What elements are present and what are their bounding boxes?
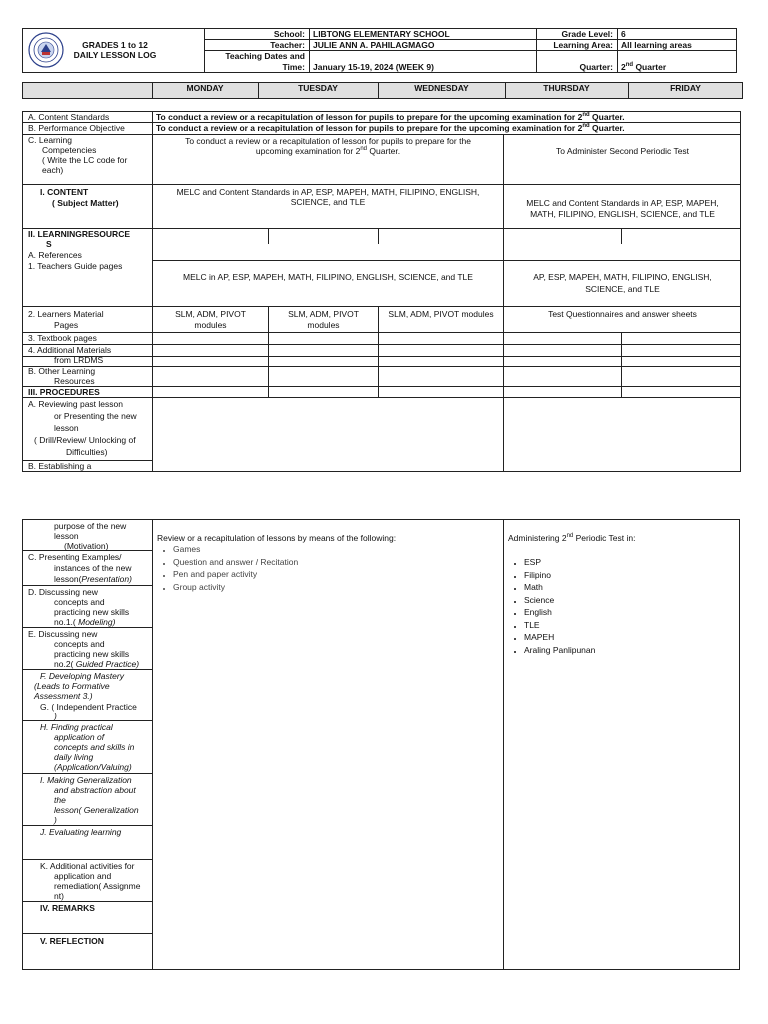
- learners-material-label-2: Pages: [54, 320, 79, 330]
- additional-materials-label: 4. Additional Materials: [28, 345, 112, 355]
- review-list-item: • Pen and paper activity: [173, 568, 298, 581]
- quarter-value: 2nd Quarter: [621, 62, 667, 72]
- day-thursday: THURSDAY: [543, 83, 590, 93]
- review-list-item: • Question and answer / Recitation: [173, 556, 298, 569]
- competencies-text-2: upcoming examination for 2nd Quarter.: [255, 146, 401, 156]
- reviewing-label-2: or Presenting the new: [54, 411, 137, 421]
- reflection-label: V. REFLECTION: [40, 936, 104, 946]
- admin-list-item: • Filipino: [524, 569, 595, 582]
- developing-mastery-label-2: (Leads to Formative: [34, 681, 110, 691]
- reviewing-label-3: lesson: [54, 423, 79, 433]
- reviewing-label-4: ( Drill/Review/ Unlocking of: [34, 435, 136, 445]
- quarter-label: Quarter:: [579, 62, 613, 72]
- school-value: LIBTONG ELEMENTARY SCHOOL: [313, 29, 450, 39]
- content-standards-label: A. Content Standards: [28, 112, 110, 122]
- finding-practical-label-3: concepts and skills in: [54, 742, 135, 752]
- competencies-label: C. Learning: [28, 135, 72, 145]
- learners-material-wed: SLM, ADM, PIVOT modules: [388, 309, 494, 319]
- discussing-1-label-3: practicing new skills: [54, 607, 130, 617]
- admin-intro: Administering 2nd Periodic Test in:: [508, 533, 636, 543]
- learners-material-tue-1: SLM, ADM, PIVOT: [288, 309, 359, 319]
- presenting-label-2: instances of the new: [54, 563, 132, 573]
- performance-objective-label: B. Performance Objective: [28, 123, 125, 133]
- learners-material-mon-1: SLM, ADM, PIVOT: [175, 309, 246, 319]
- learners-material-label: 2. Learners Material: [28, 309, 104, 319]
- admin-list-item: • ESP: [524, 556, 595, 569]
- teacher-label: Teacher:: [270, 40, 305, 50]
- developing-mastery-label-3: Assessment 3.): [34, 691, 93, 701]
- day-friday: FRIDAY: [670, 83, 701, 93]
- grade-value: 6: [621, 29, 626, 39]
- content-right-1: MELC and Content Standards in AP, ESP, MAPEH,: [526, 198, 719, 208]
- generalization-label-5: ): [54, 815, 57, 825]
- admin-list: [508, 556, 595, 656]
- reviewing-label-5: Difficulties): [66, 447, 108, 457]
- day-monday: MONDAY: [186, 83, 224, 93]
- competencies-text-1: To conduct a review or a recapitulation of lesson for pupils to prepare for the: [185, 136, 471, 146]
- purpose-label-2: lesson: [54, 531, 79, 541]
- content-standards-text: To conduct a review or a recapitulation of lesson for pupils to prepare for the upcoming examination for 2nd Quarter.: [156, 112, 625, 122]
- dates-label-2: Time:: [282, 62, 305, 72]
- admin-list-item: • Math: [524, 581, 595, 594]
- teachers-guide-mid: MELC in AP, ESP, MAPEH, MATH, FILIPINO, ENGLISH, SCIENCE, and TLE: [183, 272, 473, 282]
- learning-resources-label: II. LEARNINGRESOURCE: [28, 229, 131, 239]
- discussing-1-label: D. Discussing new: [28, 587, 98, 597]
- learning-resources-label-2: S: [46, 239, 52, 249]
- content-label-2: ( Subject Matter): [52, 198, 119, 208]
- generalization-label: I. Making Generalization: [40, 775, 132, 785]
- reviewing-label: A. Reviewing past lesson: [28, 399, 123, 409]
- textbook-label: 3. Textbook pages: [28, 333, 97, 343]
- independent-practice-label: G. ( Independent Practice: [40, 702, 137, 712]
- generalization-label-3: the: [54, 795, 66, 805]
- deped-seal-logo: [28, 32, 64, 68]
- additional-activities-label-4: nt): [54, 891, 64, 901]
- area-value: All learning areas: [621, 40, 692, 50]
- additional-activities-label-3: remediation( Assignme: [54, 881, 141, 891]
- competencies-right: To Administer Second Periodic Test: [555, 146, 690, 156]
- teachers-guide-right-2: SCIENCE, and TLE: [585, 284, 660, 294]
- discussing-2-label: E. Discussing new: [28, 629, 98, 639]
- admin-list-item: • English: [524, 606, 595, 619]
- finding-practical-label: H. Finding practical: [40, 722, 113, 732]
- review-list: [157, 543, 298, 593]
- header-title-2: DAILY LESSON LOG: [73, 50, 157, 60]
- day-tuesday: TUESDAY: [298, 83, 338, 93]
- teachers-guide-right-1: AP, ESP, MAPEH, MATH, FILIPINO, ENGLISH,: [533, 272, 712, 282]
- finding-practical-label-4: daily living: [54, 752, 94, 762]
- independent-practice-label-2: ): [54, 711, 57, 721]
- header-title-1: GRADES 1 to 12: [82, 40, 148, 50]
- finding-practical-label-2: application of: [54, 732, 105, 742]
- discussing-2-label-3: practicing new skills: [54, 649, 130, 659]
- content-mid-2: SCIENCE, and TLE: [290, 197, 366, 207]
- finding-practical-label-5: (Application/Valuing): [54, 762, 132, 772]
- school-label: School:: [273, 29, 305, 39]
- competencies-label-2: Competencies: [42, 145, 97, 155]
- content-label: I. CONTENT: [40, 187, 89, 197]
- learners-material-tue-2: modules: [307, 320, 340, 330]
- presenting-label-3: lesson(Presentation): [54, 574, 132, 584]
- learners-material-right: Test Questionnaires and answer sheets: [548, 309, 697, 319]
- admin-list-item: • MAPEH: [524, 631, 595, 644]
- purpose-label: purpose of the new: [54, 521, 127, 531]
- dates-value: January 15-19, 2024 (WEEK 9): [313, 62, 434, 72]
- content-mid-1: MELC and Content Standards in AP, ESP, MAPEH, MATH, FILIPINO, ENGLISH,: [176, 187, 480, 197]
- dates-label: Teaching Dates and: [225, 51, 305, 61]
- admin-list-item: • Science: [524, 594, 595, 607]
- procedures-label: III. PROCEDURES: [28, 387, 100, 397]
- competencies-label-4: each): [42, 165, 64, 175]
- presenting-label: C. Presenting Examples/: [28, 552, 122, 562]
- content-right-2: MATH, FILIPINO, ENGLISH, SCIENCE, and TLE: [530, 209, 715, 219]
- admin-list-item: • Araling Panlipunan: [524, 644, 595, 657]
- generalization-label-4: lesson( Generalization: [54, 805, 139, 815]
- discussing-1-label-2: concepts and: [54, 597, 105, 607]
- purpose-label-3: (Motivation): [64, 541, 109, 551]
- references-label: A. References: [28, 250, 82, 260]
- admin-list-item: • TLE: [524, 619, 595, 632]
- evaluating-label: J. Evaluating learning: [40, 827, 122, 837]
- discussing-2-label-2: concepts and: [54, 639, 105, 649]
- developing-mastery-label: F. Developing Mastery: [40, 671, 124, 681]
- other-resources-label: B. Other Learning: [28, 366, 96, 376]
- other-resources-label-2: Resources: [54, 376, 95, 386]
- additional-materials-label-2: from LRDMS: [54, 355, 104, 365]
- performance-objective-text: To conduct a review or a recapitulation of lesson for pupils to prepare for the upcoming examination for 2nd Quarter.: [156, 123, 625, 133]
- remarks-label: IV. REMARKS: [40, 903, 95, 913]
- grade-label: Grade Level:: [561, 29, 613, 39]
- review-list-item: • Group activity: [173, 581, 298, 594]
- teacher-value: JULIE ANN A. PAHILAGMAGO: [313, 40, 435, 50]
- additional-activities-label: K. Additional activities for: [40, 861, 135, 871]
- area-label: Learning Area:: [553, 40, 613, 50]
- day-wednesday: WEDNESDAY: [414, 83, 469, 93]
- competencies-label-3: ( Write the LC code for: [42, 155, 128, 165]
- discussing-1-label-4: no.1.( Modeling): [54, 617, 116, 627]
- discussing-2-label-4: no.2( Guided Practice): [54, 659, 140, 669]
- learners-material-mon-2: modules: [194, 320, 227, 330]
- review-list-item: • Games: [173, 543, 298, 556]
- generalization-label-2: and abstraction about: [54, 785, 136, 795]
- review-intro: Review or a recapitulation of lessons by means of the following:: [157, 533, 397, 543]
- additional-activities-label-2: application and: [54, 871, 112, 881]
- teachers-guide-label: 1. Teachers Guide pages: [28, 261, 123, 271]
- establishing-label: B. Establishing a: [28, 461, 92, 471]
